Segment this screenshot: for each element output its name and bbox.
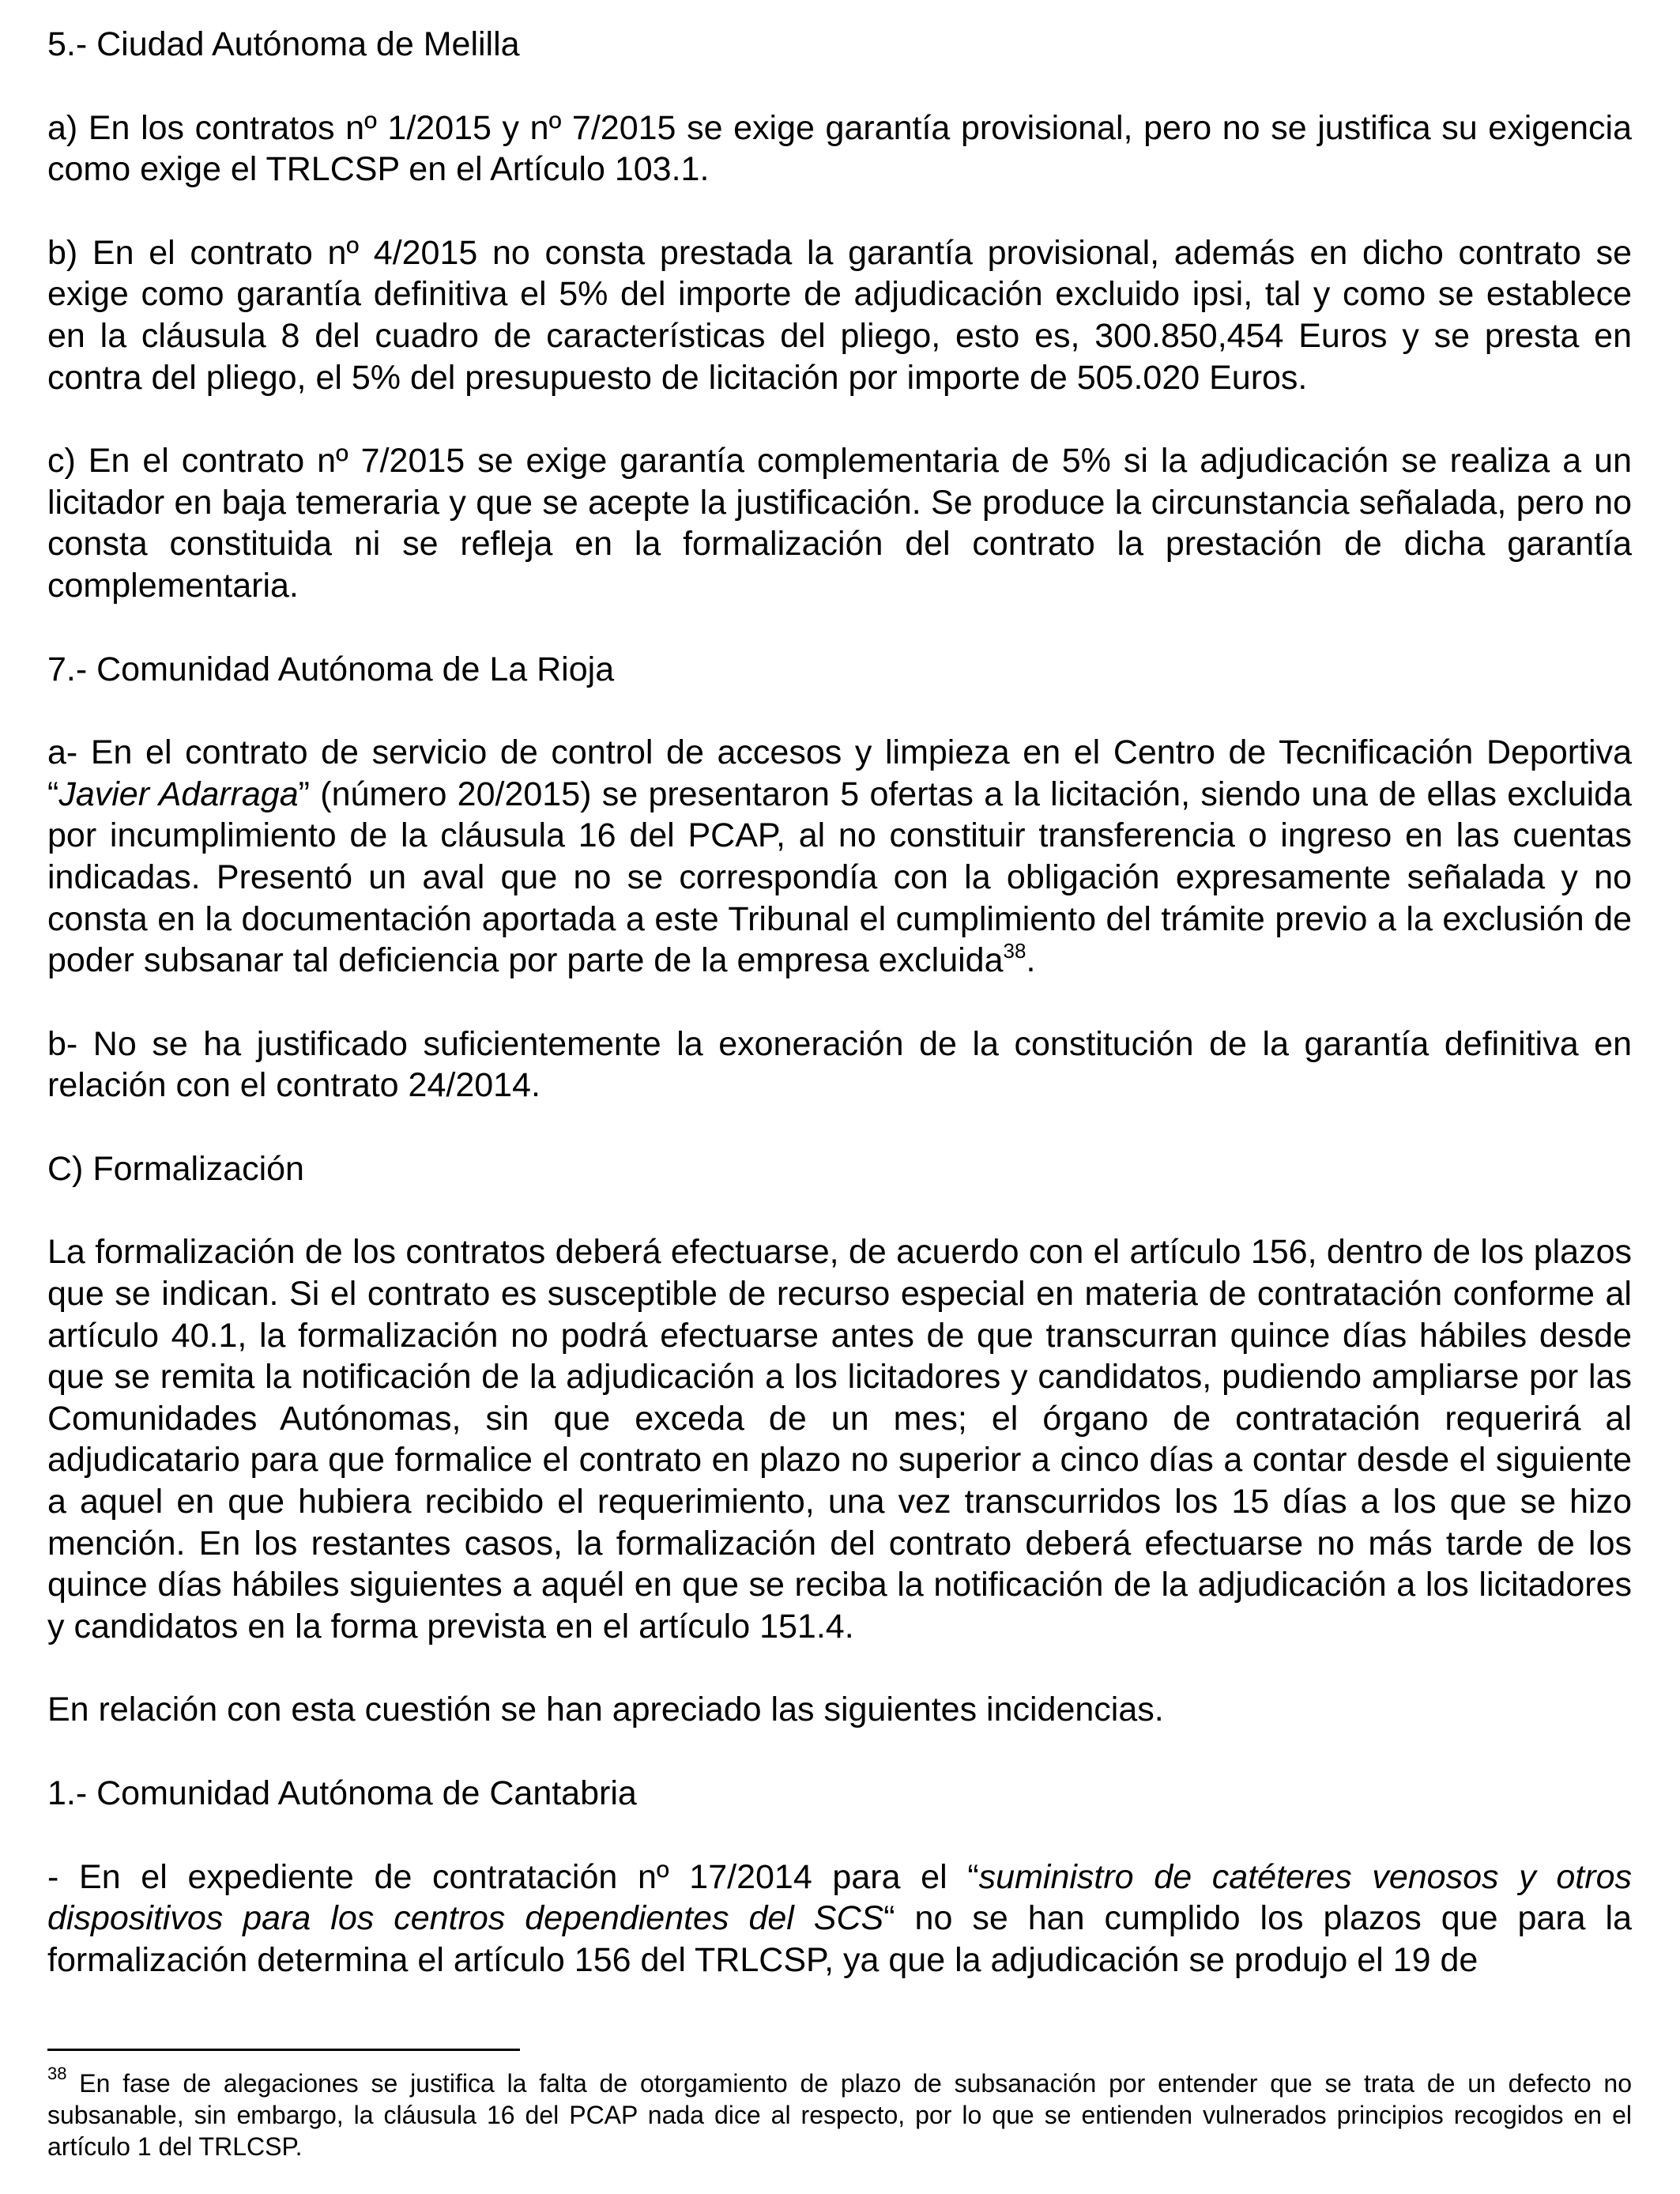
footnote	[47, 2064, 1632, 2162]
paragraph-formalizacion: La formalización de los contratos deberá efectuarse, de acuerdo con el artículo 156, dentro de los plazos que se indican. Si el contrato es susceptible de recurso especial en materia de contratación conforme al artículo 40.1, la formalización no podrá efectuarse antes de que transcurran quince días hábiles desde que se remita la notificación de la adjudicación a los licitadores y candidatos, pudiendo ampliarse por las Comunidades Autónomas, sin que exceda de un mes; el órgano de contratación requerirá al adjudicatario para que formalice el contrato en plazo no superior a cinco días a contar desde el siguiente a aquel en que hubiera recibido el requerimiento, una vez transcurridos los 15 días a los que se hizo mención. En los restantes casos, la formalización del contrato deberá efectuarse no más tarde de los quince días hábiles siguientes a aquél en que se reciba la notificación de la adjudicación a los licitadores y candidatos en la forma prevista en el artículo 151.4.	[47, 1233, 1632, 1646]
footnote-reference[interactable]: 38	[1003, 938, 1026, 963]
section-heading-melilla: 5.- Ciudad Autónoma de Melilla	[47, 25, 520, 63]
section-heading-la-rioja: 7.- Comunidad Autónoma de La Rioja	[47, 650, 615, 688]
document-body	[47, 24, 1632, 2022]
paragraph-incidencias: En relación con esta cuestión se han apreciado las siguientes incidencias.	[47, 1691, 1164, 1729]
paragraph-melilla-a: a) En los contratos nº 1/2015 y nº 7/2015 se exige garantía provisional, pero no se justifica su exigencia como exige el TRLCSP en el Artículo 103.1.	[47, 108, 1632, 189]
paragraph-text: ” (número 20/2015) se presentaron 5 ofertas a la licitación, siendo una de ellas excluida por incumplimiento de la cláusula 16 del PCAP, al no constituir transferencia o ingreso en las cuentas indicadas. Presentó un aval que no se correspondía con la obligación expresamente señalada y no consta en la documentación aportada a este Tribunal el cumplimiento del trámite previo a la exclusión de poder subsanar tal deficiencia por parte de la empresa excluida	[47, 775, 1633, 980]
footnote-text: En fase de alegaciones se justifica la falta de otorgamiento de plazo de subsanación por entender que se trata de un defecto no subsanable, sin embargo, la cláusula 16 del PCAP nada dice al respecto, por lo que se entienden vulnerados principios recogidos en el artículo 1 del TRLCSP.	[47, 2069, 1632, 2161]
section-heading-formalizacion: C) Formalización	[47, 1149, 304, 1188]
paragraph-la-rioja-a	[47, 732, 1632, 982]
italic-name: Javier Adarraga	[58, 775, 299, 813]
paragraph-text: a- En el contrato de servicio de control de accesos y limpieza en el Centro de Tecnificación Deportiva “	[47, 733, 1632, 813]
paragraph-text: .	[1026, 941, 1036, 980]
italic-title: suministro de catéteres venosos y otros dispositivos para los centros dependientes del SCS	[47, 1857, 1632, 1938]
paragraph-la-rioja-b: b- No se ha justificado suficientemente la exoneración de la constitución de la garantía definitiva en relación con el contrato 24/2014.	[47, 1024, 1632, 1105]
paragraph-cantabria	[47, 1857, 1632, 1981]
footnote-separator	[47, 2049, 520, 2051]
paragraph-text: - En el expediente de contratación nº 17/2014 para el “	[47, 1857, 979, 1896]
section-heading-cantabria: 1.- Comunidad Autónoma de Cantabria	[47, 1774, 637, 1812]
paragraph-melilla-b: b) En el contrato nº 4/2015 no consta prestada la garantía provisional, además en dicho contrato se exige como garantía definitiva el 5% del importe de adjudicación excluido ipsi, tal y como se establece en la cláusula 8 del cuadro de características del pliego, esto es, 300.850,454 Euros y se presta en contra del pliego, el 5% del presupuesto de licitación por importe de 505.020 Euros.	[47, 233, 1632, 397]
paragraph-melilla-c: c) En el contrato nº 7/2015 se exige garantía complementaria de 5% si la adjudicación se realiza a un licitador en baja temeraria y que se acepte la justificación. Se produce la circunstancia señalada, pero no consta constituida ni se refleja en la formalización del contrato la prestación de dicha garantía complementaria.	[47, 442, 1632, 605]
paragraph-text: “ no se han cumplido los plazos que para la formalización determina el artículo 156 del TRLCSP, ya que la adjudicación se produjo el 19 de	[47, 1899, 1633, 1979]
footnote-number: 38	[47, 2064, 67, 2084]
